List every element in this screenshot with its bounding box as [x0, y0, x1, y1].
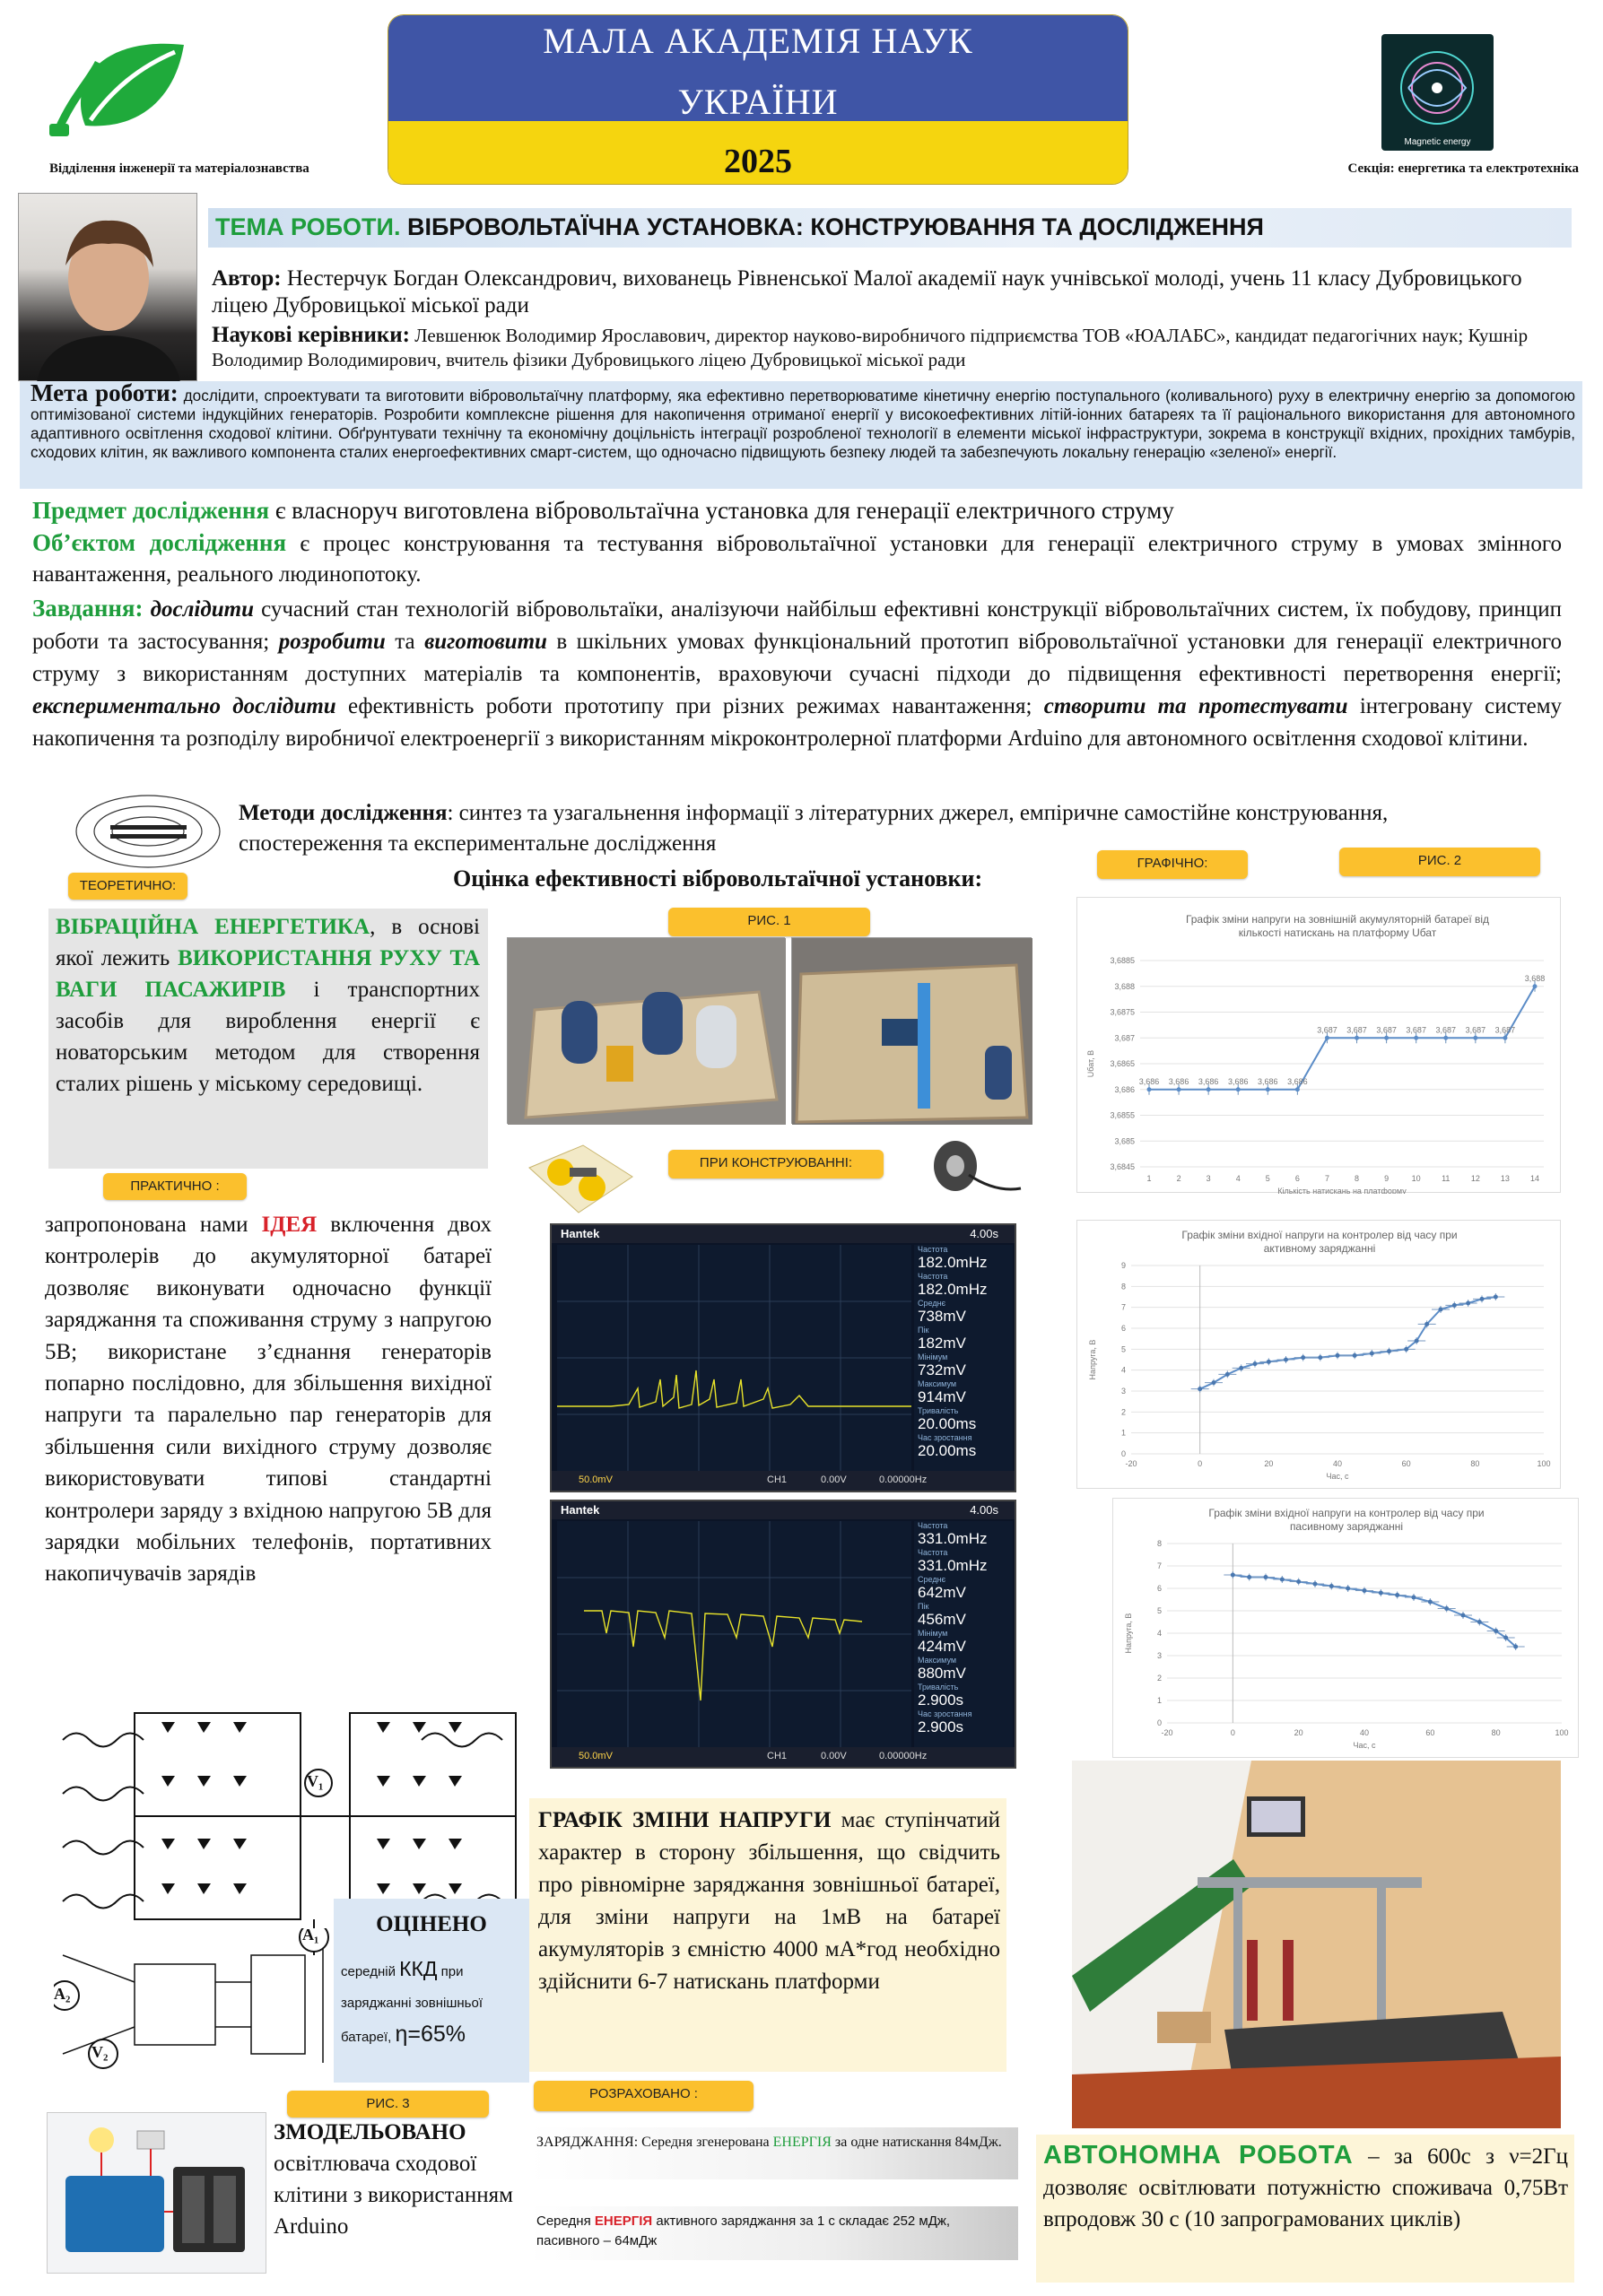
chart-point — [1325, 1036, 1329, 1040]
magnetic-field-icon — [70, 789, 227, 874]
year-label: 2025 — [724, 143, 792, 180]
chart-data-label: 3,686 — [1287, 1076, 1308, 1086]
tag-construct: ПРИ КОНСТРУЮВАННІ: — [668, 1150, 884, 1178]
goal-text: дослідити, спроектувати та виготовити вібровольтаїчну платформу, яка ефективно перетворюватиме кінетичну енергію поступального (коливального) руху в електричну енергію за допомогою оптимізованої системи індукційних генераторів. Розробити комплексне рішення для накопичення отриманої енергії у високоефективних літій-іонних батареях та її раціонального використання для автономного адаптивного освітлення сходової клітини. Обґрунтувати технічну та економічну доцільність інтеграції розробленої технології в елементи міської інфраструктури, зокрема в конструкції вхідних, прохідних тамбурів, сходових клітин, як важливого компонента сталих енергоефективних смарт-систем, що одночасно підвищують безпеку людей та забезпечують локальну генерацію «зеленої» енергії. — [30, 387, 1575, 461]
graph-description-text: має ступінчатий характер в сторону збільшення, що свідчить про рівномірне заряджання зовнішньої батареї, для зміни напруги на 1мВ на батареї акумуляторів з ємністю 4000 мА*год необхідно здійснити 6-7 натискань платформи — [538, 1808, 1001, 1994]
methods-label: Методи дослідження — [239, 801, 448, 825]
chart-x-tick: 13 — [1500, 1174, 1510, 1183]
chart-point — [1466, 1301, 1470, 1306]
chart-y-tick: 8 — [1120, 1282, 1126, 1292]
chart-point — [1370, 1352, 1374, 1356]
chart-y-tick: 1 — [1120, 1428, 1126, 1438]
voltmeter-v1: V₁ — [307, 1772, 324, 1790]
calc-energy-line-1 — [529, 2127, 1018, 2179]
chart-point — [1494, 1629, 1498, 1633]
chart-x-tick: 2 — [1176, 1174, 1181, 1183]
chart-battery-voltage-svg — [1077, 898, 1562, 1194]
scope1-readout-label: Максимум — [918, 1379, 957, 1388]
chart-data-label: 3,686 — [1258, 1076, 1278, 1086]
scope2-readout-value: 424mV — [918, 1638, 966, 1655]
graph-description — [538, 1805, 1000, 1998]
chart-y-tick: 4 — [1156, 1629, 1162, 1638]
modeled-text: освітлювача сходової клітини з використанням Arduino — [274, 2152, 513, 2239]
scope1-offset: 0.00V — [821, 1474, 847, 1485]
chart-x-tick: 3 — [1206, 1174, 1211, 1183]
chart-series-line — [1200, 1297, 1496, 1389]
chart-x-tick: 40 — [1332, 1459, 1343, 1468]
chart-point — [1353, 1353, 1357, 1358]
chart-y-tick: 3 — [1156, 1651, 1162, 1660]
scope1-readout-label: Мінімум — [918, 1352, 948, 1361]
magnetic-energy-logo — [1381, 34, 1494, 151]
scope1-readout-value: 20.00ms — [918, 1442, 977, 1459]
scope1-brand: Hantek — [561, 1227, 600, 1240]
tag-calculated: РОЗРАХОВАНО : — [534, 2081, 754, 2111]
chart-passive-charging-svg — [1113, 1499, 1580, 1759]
calc-line1-a: ЗАРЯДЖАННЯ: Середня згенерована — [536, 2135, 770, 2150]
chart-y-tick: 2 — [1156, 1674, 1162, 1683]
task-verb-4: експериментально дослідити — [32, 694, 336, 718]
logo-caption: Magnetic energy — [1404, 137, 1471, 147]
voltmeter-v2: V₂ — [91, 2043, 109, 2061]
chart-point — [1266, 1087, 1270, 1091]
chart-point — [1336, 1353, 1340, 1358]
estimated-kkd: ККД — [399, 1957, 438, 1980]
chart-x-tick: 14 — [1529, 1174, 1540, 1183]
scope2-freq: 0.00000Hz — [879, 1751, 928, 1761]
title-text: ВІБРОВОЛЬТАЇЧНА УСТАНОВКА: КОНСТРУЮВАННЯ ТА ДОСЛІДЖЕННЯ — [406, 213, 1264, 240]
oscilloscope-screen-2 — [550, 1500, 1016, 1769]
scope1-readout-label: Среднє — [918, 1299, 946, 1308]
autonomous-text: – за 600с з ν=2Гц дозволяє освітлювати потужністю споживача 0,75Вт впродовж 30 с (10 запрограмованих циклів) — [1043, 2144, 1568, 2231]
chart-title: кількості натискань на платформу Uбат — [1238, 926, 1437, 939]
chart-point — [1480, 1297, 1485, 1301]
chart-point — [1280, 1578, 1285, 1582]
tag-practice: ПРАКТИЧНО : — [103, 1173, 247, 1200]
tag-fig1: РИС. 1 — [668, 908, 870, 936]
chart-point — [1379, 1591, 1383, 1596]
tag-fig2: РИС. 2 — [1339, 848, 1540, 876]
task-verb-1: дослідити — [150, 597, 255, 622]
chart-y-label: Напруга, В — [1124, 1613, 1133, 1654]
chart-point — [1428, 1600, 1433, 1605]
author-text: Нестерчук Богдан Олександрович, вихованець Рівненської Малої академії наук учнівської молоді, учень 11 класу Дубровицького ліцею Дубровицької міської ради — [212, 266, 1522, 317]
chart-x-tick: 80 — [1470, 1459, 1480, 1468]
chart-point — [1212, 1380, 1216, 1385]
chart-passive-charging — [1112, 1498, 1579, 1758]
scope2-readout-value: 2.900s — [918, 1692, 964, 1709]
author-line — [212, 265, 1557, 319]
chart-x-tick: 7 — [1324, 1174, 1329, 1183]
chart-y-tick: 3,6855 — [1110, 1110, 1135, 1120]
task-text-5: інтегровану систему накопичення та розподілу виробничої електроенергії з використанням мікроконтролерної платформи Arduino для автономного освітлення сходової клітини. — [32, 694, 1563, 751]
task-verb-3: виготовити — [424, 630, 547, 654]
scope2-readout-label: Максимум — [918, 1656, 957, 1665]
chart-point — [1147, 1087, 1152, 1091]
chart-point — [1387, 1349, 1391, 1353]
methods-text: : синтез та узагальнення інформації з літературних джерел, емпіричне самостійне конструювання, спостереження та експериментальне дослідження — [239, 801, 1389, 856]
chart-y-tick: 0 — [1156, 1718, 1162, 1727]
chart-point — [1355, 1036, 1359, 1040]
author-label: Автор: — [212, 266, 282, 291]
stairwell-installation-photo — [1072, 1761, 1561, 2128]
scope1-readout-label: Час зростання — [918, 1433, 972, 1442]
practice-t1: запропонована нами — [45, 1213, 248, 1237]
scope1-readout-value: 182.0mHz — [918, 1281, 988, 1298]
chart-point — [1264, 1575, 1268, 1579]
generator-platform-photo-1 — [507, 937, 785, 1124]
estimated-eta: η=65% — [395, 2022, 466, 2047]
chart-y-tick: 1 — [1156, 1696, 1162, 1705]
chart-point — [1247, 1575, 1251, 1579]
chart-x-label: Час, с — [1353, 1741, 1376, 1750]
goal-paragraph — [30, 379, 1575, 462]
scope1-readout-value: 738mV — [918, 1308, 966, 1325]
chart-point — [1452, 1303, 1457, 1308]
chart-data-label: 3,686 — [1198, 1076, 1219, 1086]
chart-point — [1236, 1087, 1241, 1091]
scope1-freq: 0.00000Hz — [879, 1474, 928, 1485]
scope2-readout-value: 2.900s — [918, 1718, 964, 1735]
chart-data-label: 3,687 — [1465, 1025, 1486, 1035]
scope2-readout-label: Час зростання — [918, 1709, 972, 1718]
controller-circuit — [54, 1928, 332, 2072]
scope2-brand: Hantek — [561, 1503, 600, 1517]
chart-x-tick: 12 — [1470, 1174, 1480, 1183]
chart-point — [1239, 1366, 1243, 1370]
calc-line2-b: активного заряджання за 1 с складає 252 мДж, пасивного – 64мДж — [536, 2213, 951, 2248]
task-text-1: сучасний стан технологій вібровольтаїки, аналізуючи найбільш ефективні конструкції вібровольтаїчних систем, їх побудову, принцип роботи та застосування; — [32, 597, 1563, 654]
scope1-readout-label: Пік — [918, 1326, 929, 1335]
calc-line2-a: Середня — [536, 2213, 591, 2229]
gear-parts-icon — [520, 1132, 637, 1222]
scope1-readout-label: Тривалість — [918, 1406, 959, 1415]
chart-title: Графік зміни вхідної напруги на контролер від часу при — [1208, 1507, 1485, 1519]
chart-data-label: 3,687 — [1406, 1025, 1426, 1035]
tag-fig3: РИС. 3 — [287, 2091, 489, 2118]
chart-point — [1494, 1295, 1498, 1300]
scope2-readout-value: 331.0mHz — [918, 1557, 988, 1574]
calc-line1-b: за одне натискання 84мДж. — [834, 2135, 1002, 2150]
page-title — [215, 213, 1570, 241]
chart-title: пасивному заряджанні — [1289, 1520, 1404, 1533]
chart-y-tick: 6 — [1120, 1324, 1126, 1333]
scope1-time: 4.00s — [970, 1227, 998, 1240]
chart-y-tick: 3,6875 — [1110, 1007, 1135, 1017]
chart-point — [1473, 1036, 1477, 1040]
scope1-volt-div: 50.0mV — [579, 1474, 613, 1485]
chart-point — [1404, 1347, 1408, 1352]
scope1-readout-value: 20.00ms — [918, 1415, 977, 1432]
task-verb-5: створити та протестувати — [1043, 694, 1348, 718]
tag-graphic: ГРАФІЧНО: — [1097, 850, 1248, 879]
theory-t2: і транспортних засобів для вироблення енергії є новаторським методом для створення сталих рішень у міському середовищі. — [56, 978, 480, 1096]
chart-x-tick: 0 — [1198, 1459, 1203, 1468]
chart-point — [1363, 1588, 1367, 1593]
chart-y-tick: 9 — [1120, 1261, 1126, 1270]
chart-point — [1477, 1620, 1482, 1624]
chart-point — [1284, 1358, 1288, 1362]
chart-point — [1295, 1087, 1300, 1091]
scope1-readout-value: 914mV — [918, 1388, 966, 1405]
subject-line — [32, 495, 1575, 526]
theory-h1: ВІБРАЦІЙНА ЕНЕРГЕТИКА — [56, 915, 370, 939]
scope2-readout-label: Среднє — [918, 1575, 946, 1584]
chart-point — [1301, 1355, 1305, 1360]
methods-paragraph — [239, 798, 1494, 859]
chart-x-tick: 40 — [1359, 1728, 1370, 1737]
academy-line-1: МАЛА АКАДЕМІЯ НАУК — [543, 21, 973, 61]
chart-data-label: 3,686 — [1138, 1076, 1160, 1086]
chart-point — [1253, 1361, 1258, 1366]
autonomous-heading: АВТОНОМНА РОБОТА — [1043, 2141, 1354, 2170]
scope2-time: 4.00s — [970, 1503, 998, 1517]
chart-y-tick: 3,687 — [1114, 1033, 1135, 1043]
chart-x-tick: 20 — [1294, 1728, 1303, 1737]
chart-title: Графік зміни вхідної напруги на контролер від часу при — [1181, 1229, 1458, 1241]
scope1-readout-label: Частота — [918, 1245, 948, 1254]
scope1-readout-label: Частота — [918, 1272, 948, 1281]
scope2-readout-label: Мінімум — [918, 1629, 948, 1638]
chart-point — [1424, 1322, 1429, 1326]
modeled-paragraph — [274, 2117, 516, 2242]
chart-x-tick: 100 — [1537, 1459, 1551, 1468]
chart-y-tick: 5 — [1156, 1606, 1162, 1615]
chart-point — [1412, 1596, 1416, 1600]
scope1-readouts — [914, 1245, 1013, 1471]
chart-x-tick: 60 — [1401, 1459, 1411, 1468]
leaf-plug-logo — [49, 27, 197, 144]
chart-point — [1346, 1587, 1350, 1591]
chart-point — [1384, 1036, 1389, 1040]
chart-x-tick: 8 — [1355, 1174, 1360, 1183]
scope1-readout-value: 732mV — [918, 1361, 966, 1378]
object-line — [32, 527, 1562, 590]
chart-x-tick: -20 — [1161, 1728, 1173, 1737]
chart-data-label: 3,687 — [1317, 1025, 1337, 1035]
scope2-channel: CH1 — [767, 1751, 788, 1761]
tasks-paragraph — [32, 592, 1562, 755]
chart-point — [1231, 1573, 1235, 1578]
scope2-readout-label: Частота — [918, 1521, 948, 1530]
chart-x-tick: 5 — [1265, 1174, 1270, 1183]
goal-label: Мета роботи: — [30, 379, 179, 406]
chart-point — [1443, 1036, 1448, 1040]
autonomous-paragraph — [1043, 2140, 1568, 2235]
scope2-volt-div: 50.0mV — [579, 1751, 613, 1761]
chart-point — [1198, 1387, 1202, 1391]
chart-y-tick: 3,685 — [1114, 1136, 1135, 1146]
chart-data-label: 3,688 — [1524, 973, 1546, 983]
chart-point — [1329, 1584, 1334, 1588]
chart-x-label: Кількість натискань на платформу — [1277, 1187, 1407, 1194]
chart-point — [1313, 1582, 1318, 1587]
tasks-label: Завдання: — [32, 595, 144, 622]
evaluation-heading: Оцінка ефективності вібровольтаїчної установки: — [453, 865, 983, 891]
chart-y-tick: 0 — [1120, 1449, 1126, 1458]
chart-point — [1207, 1087, 1211, 1091]
chart-data-label: 3,687 — [1376, 1025, 1397, 1035]
chart-point — [1267, 1360, 1271, 1364]
estimated-t1: середній — [341, 1964, 396, 1979]
theory-h2: ВИКОРИСТАННЯ РУХУ ТА ВАГИ ПАСАЖИРІВ — [56, 946, 481, 1002]
chart-y-label: Напруга, В — [1088, 1339, 1097, 1380]
practice-idea: ІДЕЯ — [261, 1213, 318, 1237]
chart-x-tick: 60 — [1425, 1728, 1435, 1737]
chart-point — [1503, 1636, 1508, 1640]
chart-point — [1395, 1593, 1399, 1597]
chart-x-label: Час, с — [1326, 1472, 1349, 1481]
chart-y-tick: 3,686 — [1114, 1084, 1135, 1094]
scope2-readout-value: 331.0mHz — [918, 1530, 988, 1547]
chart-x-tick: 4 — [1235, 1174, 1241, 1183]
arduino-model-image — [47, 2112, 266, 2274]
chart-point — [1444, 1606, 1449, 1611]
chart-x-tick: 6 — [1294, 1174, 1300, 1183]
modeled-heading: ЗМОДЕЛЬОВАНО — [274, 2120, 466, 2144]
chart-point — [1513, 1645, 1518, 1649]
task-verb-2: розробити — [278, 630, 386, 654]
chart-active-charging-svg — [1077, 1221, 1562, 1490]
ammeter-a1: A₁ — [302, 1926, 319, 1944]
scope2-readout-value: 642mV — [918, 1584, 966, 1601]
scope2-offset: 0.00V — [821, 1751, 847, 1761]
ammeter-a2: A₂ — [54, 1985, 71, 2003]
chart-y-label: Uбат, В — [1086, 1049, 1095, 1078]
chart-y-tick: 3,6845 — [1110, 1162, 1135, 1171]
chart-point — [1414, 1036, 1418, 1040]
chart-point — [1533, 984, 1538, 988]
chart-battery-voltage — [1076, 897, 1561, 1193]
chart-point — [1296, 1579, 1301, 1584]
chart-y-tick: 7 — [1156, 1561, 1162, 1570]
scope1-channel: CH1 — [767, 1474, 788, 1485]
title-prefix: ТЕМА РОБОТИ. — [215, 213, 401, 240]
calc-energy-line-2 — [529, 2206, 1018, 2260]
scope2-readouts — [914, 1521, 1013, 1747]
chart-data-label: 3,687 — [1435, 1025, 1457, 1035]
department-label: Відділення інженерії та матеріалознавства — [49, 161, 309, 176]
academy-line-2: УКРАЇНИ — [677, 82, 839, 122]
chart-y-tick: 3,688 — [1114, 981, 1135, 991]
scope2-readout-value: 880mV — [918, 1665, 966, 1682]
task-text-2: та — [395, 630, 415, 654]
chart-point — [1415, 1339, 1419, 1344]
chart-data-label: 3,686 — [1227, 1076, 1249, 1086]
chart-y-tick: 7 — [1120, 1302, 1126, 1312]
chart-x-tick: 11 — [1442, 1174, 1451, 1183]
chart-x-tick: 80 — [1491, 1728, 1501, 1737]
chart-x-tick: 9 — [1384, 1174, 1390, 1183]
estimated-title: ОЦІНЕНО — [376, 1912, 487, 1936]
object-text: є процес конструювання та тестування вібровольтаїчної установки для генерації електричного струму в умовах змінного навантаження, реального людинопотоку. — [32, 532, 1562, 587]
chart-y-tick: 3,6885 — [1110, 956, 1135, 965]
chart-x-tick: 100 — [1555, 1728, 1569, 1737]
chart-data-label: 3,687 — [1494, 1025, 1516, 1035]
chart-point — [1225, 1372, 1230, 1377]
chart-data-label: 3,687 — [1346, 1025, 1367, 1035]
scope2-readout-label: Частота — [918, 1548, 948, 1557]
chart-point — [1318, 1355, 1322, 1360]
chart-x-tick: 10 — [1411, 1174, 1421, 1183]
chart-title: Графік зміни напруги на зовнішній акумуляторній батареї від — [1185, 913, 1490, 926]
chart-y-tick: 4 — [1120, 1365, 1126, 1375]
task-text-3: в шкільних умовах функціональний прототип вібровольтаїчної установки для генерації електричного струму з використанням доступних матеріалів та компонентів, враховуючи сучасні підходи до підвищення ефективності перетворення енергії; — [32, 630, 1563, 686]
theory-t1: , в основі якої лежить — [56, 915, 480, 970]
author-photo — [18, 193, 197, 381]
supervisors-line — [212, 323, 1557, 372]
chart-point — [1461, 1613, 1466, 1618]
estimated-t2: при заряджанні зовнішньої батареї, — [341, 1964, 483, 2045]
practice-t2: включення двох контролерів до акумуляторної батареї дозволяє виконувати одночасно функції заряджання та споживання струму з напругою 5В; використане з’єднання генераторів попарно послідовно, для збільшення вихідної напруги та паралельно пар генераторів для збільшення сили вихідного струму дозволяє використовувати типові стандартні контролери заряду з вхідною напругою 5В для зарядки мобільних телефонів, портативних накопичувачів зарядів — [45, 1213, 492, 1587]
task-text-4: ефективність роботи прототипу при різних режимах навантаження; — [347, 694, 1032, 718]
scope2-readout-value: 456mV — [918, 1611, 966, 1628]
chart-x-tick: -20 — [1125, 1459, 1137, 1468]
chart-active-charging — [1076, 1220, 1561, 1489]
tag-theory: ТЕОРЕТИЧНО: — [68, 873, 187, 900]
chart-point — [1503, 1036, 1507, 1040]
scope1-readout-value: 182mV — [918, 1335, 966, 1352]
theory-paragraph — [56, 911, 480, 1100]
chart-y-tick: 8 — [1156, 1539, 1162, 1548]
generator-platform-photo-2 — [791, 937, 1032, 1124]
chart-y-tick: 6 — [1156, 1584, 1162, 1593]
scope2-readout-label: Тривалість — [918, 1683, 959, 1692]
subject-label: Предмет дослідження — [32, 497, 270, 524]
graph-description-heading: ГРАФІК ЗМІНИ НАПРУГИ — [538, 1808, 832, 1832]
chart-title: активному заряджанні — [1263, 1242, 1376, 1255]
chart-x-tick: 0 — [1230, 1728, 1235, 1737]
chart-data-label: 3,686 — [1168, 1076, 1189, 1086]
supervisors-label: Наукові керівники: — [212, 323, 410, 347]
section-label: Секція: енергетика та електротехніка — [1347, 161, 1579, 176]
calc-line1-energy: ЕНЕРГІЯ — [772, 2135, 832, 2150]
chart-y-tick: 5 — [1120, 1344, 1126, 1354]
practice-paragraph — [45, 1209, 492, 1590]
calc-line2-energy: ЕНЕРГІЯ — [594, 2213, 653, 2229]
chart-x-tick: 1 — [1146, 1174, 1152, 1183]
scope2-readout-label: Пік — [918, 1602, 929, 1611]
chart-x-tick: 20 — [1264, 1459, 1274, 1468]
subject-text: є власноруч виготовлена вібровольтаїчна установка для генерації електричного струму — [274, 497, 1174, 524]
chart-y-tick: 3,6865 — [1110, 1059, 1135, 1068]
oscilloscope-screen-1 — [550, 1223, 1016, 1492]
supervisors-text: Левшенюк Володимир Ярославович, директор науково-виробничого підприємства ТОВ «ЮАЛАБС», кандидат педагогічних наук; Кушнір Володимир Володимирович, вчитель фізики Дубровицького ліцею Дубровицької міської ради — [212, 325, 1529, 370]
estimated-paragraph — [341, 1953, 525, 2053]
object-label: Об’єктом дослідження — [32, 529, 287, 556]
chart-y-tick: 2 — [1120, 1407, 1126, 1417]
chart-y-tick: 3 — [1120, 1387, 1126, 1396]
chart-point — [1177, 1087, 1181, 1091]
inductor-coil-icon — [915, 1121, 1023, 1220]
scope1-readout-value: 182.0mHz — [918, 1254, 988, 1271]
chart-point — [1439, 1308, 1443, 1312]
